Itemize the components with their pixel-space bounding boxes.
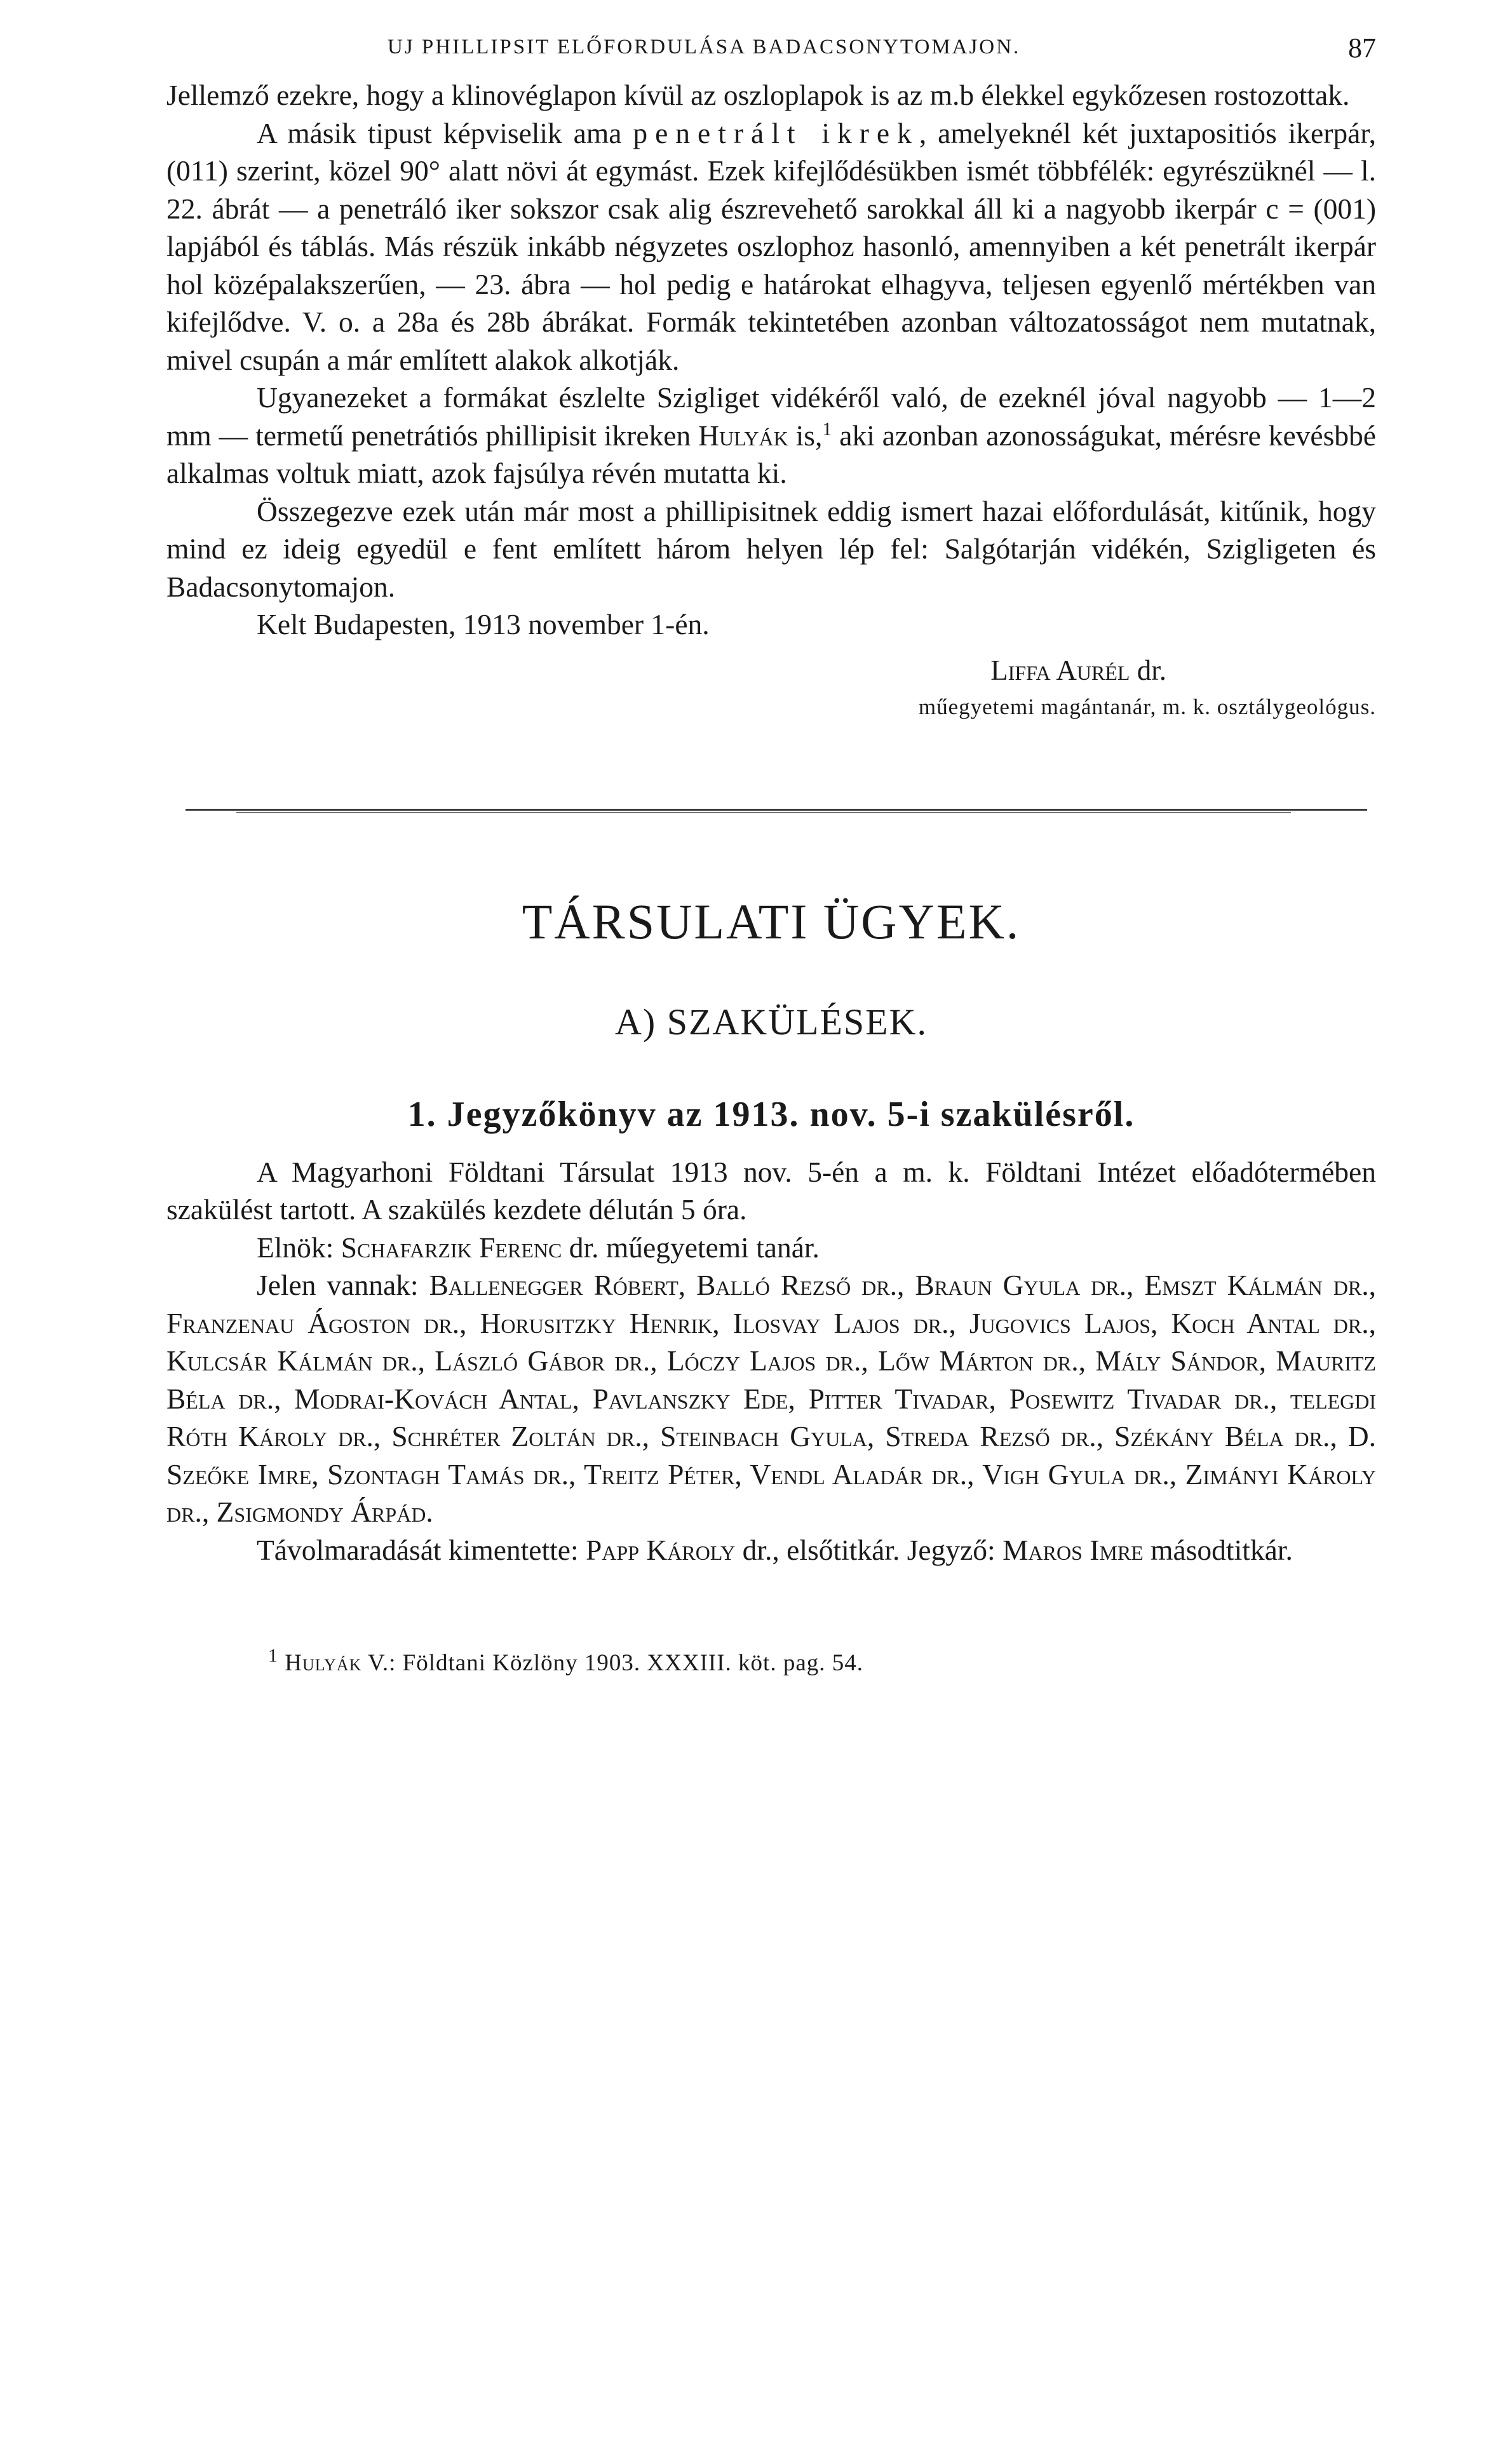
- signature-role: műegyetemi magántanár, m. k. osztálygeológus.: [918, 694, 1376, 719]
- absent-name: Papp Károly: [586, 1533, 736, 1566]
- footnote-text: V.: Földtani Közlöny 1903. XXXIII. köt. pag. 54.: [361, 1650, 864, 1676]
- article-paragraph-3: [166, 379, 1376, 492]
- attendee-names: Ballenegger Róbert, Balló Rezső dr., Braun Gyula dr., Emszt Kálmán dr., Franzenau Ágoston dr., Horusitzky Henrik, Ilosvay Lajos dr., Jugovics Lajos, Koch Antal dr., Kulcsár Kálmán dr., László Gábor dr., Lóczy Lajos dr., Lőw Márton dr., Mály Sándor, Mauritz Béla dr., Modrai-Kovách Antal, Pavlanszky Ede, Pitter Tivadar, Posewitz Tivadar dr., telegdi Róth Károly dr., Schréter Zoltán dr., Steinbach Gyula, Streda Rezső dr., Székány Béla dr., D. Szeőke Imre, Szontagh Tamás dr., Treitz Péter, Vendl Aladár dr., Vigh Gyula dr., Zimányi Károly dr., Zsigmondy Árpád.: [166, 1269, 1376, 1528]
- text-run: dr. műegyetemi tanár.: [562, 1231, 820, 1264]
- footnote-marker: 1: [268, 1645, 278, 1667]
- article-dateline: Kelt Budapesten, 1913 november 1-én.: [257, 608, 710, 640]
- minutes-chair: [166, 1229, 1376, 1267]
- emphasis-spaced: penetrált ikrek: [633, 116, 919, 149]
- divider-line: [236, 812, 1291, 813]
- text-run: Jelen vannak:: [257, 1269, 429, 1301]
- author-name: Hulyák: [698, 419, 788, 452]
- running-title: UJ PHILLIPSIT ELŐFORDULÁSA BADACSONYTOMAJON.: [388, 36, 1021, 58]
- document-page: [166, 32, 1376, 1679]
- footnote-author: Hulyák: [285, 1650, 362, 1676]
- signature-line: [166, 651, 1376, 689]
- signature-name: Liffa Aurél: [990, 654, 1130, 686]
- minutes-absent: [166, 1531, 1376, 1569]
- section-divider: [186, 808, 1367, 814]
- text-run: másodtitkár.: [1143, 1533, 1293, 1566]
- text-run: A másik tipust képviselik ama: [257, 116, 633, 149]
- minutes-title: 1. Jegyzőkönyv az 1913. nov. 5-i szakülésről.: [407, 1094, 1135, 1134]
- footnote: [166, 1645, 1376, 1679]
- footnote-ref: 1: [822, 418, 832, 440]
- page-number: 87: [1348, 32, 1376, 64]
- text-run: , amelyeknél két juxtapositiós ikerpár, (011) szerint, közel 90° alatt növi át egymást. Ezek kifejlődésükben ismét többfélék: egyrészüknél — l. 22. ábrát — a penetráló iker sokszor csak alig észrevehető sarokkal áll ki a nagyobb ikerpár c = (001) lapjából és táblás. Más részük inkább négyzetes oszlophoz hasonló, amennyiben a két penetrált ikerpár hol középalakszerűen, — 23. ábra — hol pedig e határokat elhagyva, teljesen egyenlő mértékben van kifejlődve. V. o. a 28a és 28b ábrákat. Formák tekintetében azonban változatosságot nem mutatnak, mivel csupán a már említett alakok alkotják.: [166, 116, 1376, 376]
- signature-title: dr.: [1130, 654, 1166, 686]
- article-paragraph-1: Jellemző ezekre, hogy a klinovéglapon kívül az oszloplapok is az m.b élekkel egykőzesen rostozottak.: [166, 79, 1350, 111]
- section-subtitle: A) SZAKÜLÉSEK.: [615, 1001, 928, 1043]
- chair-name: Schafarzik Ferenc: [341, 1231, 562, 1264]
- minutes-attendees: [166, 1266, 1376, 1531]
- text-run: Elnök:: [257, 1231, 341, 1264]
- text-run: dr., elsőtitkár. Jegyző:: [735, 1533, 1003, 1566]
- minutes-paragraph-1: A Magyarhoni Földtani Társulat 1913 nov. 5-én a m. k. Földtani Intézet előadótermében szakülést tartott. A szakülés kezdete délután 5 óra.: [166, 1155, 1376, 1226]
- text-run: is,: [788, 419, 823, 452]
- running-header: [166, 32, 1376, 76]
- secretary-name: Maros Imre: [1002, 1533, 1144, 1566]
- text-run: Ugyanezeket a formákat észlelte Szigliget vidékéről való, de ezeknél jóval nagyobb — 1—2 mm — termetű penetrátiós phillipisit ikreken: [166, 381, 1376, 452]
- article-paragraph-2: [166, 114, 1376, 379]
- divider-line: [186, 809, 1367, 811]
- article-paragraph-4: Összegezve ezek után már most a phillipisitnek eddig ismert hazai előfordulását, kitűnik, hogy mind ez ideig egyedül e fent említett három helyen lép fel: Salgótarján vidékén, Szigligeten és Badacsonytomajon.: [166, 494, 1376, 603]
- text-run: Távolmaradását kimentette:: [257, 1533, 586, 1566]
- text-run: aki azonban azonosságukat, mérésre kevésbbé alkalmas voltuk miatt, azok fajsúlya révén mutatta ki.: [166, 419, 1376, 489]
- section-title: TÁRSULATI ÜGYEK.: [522, 893, 1021, 949]
- signature-block: [166, 651, 1376, 725]
